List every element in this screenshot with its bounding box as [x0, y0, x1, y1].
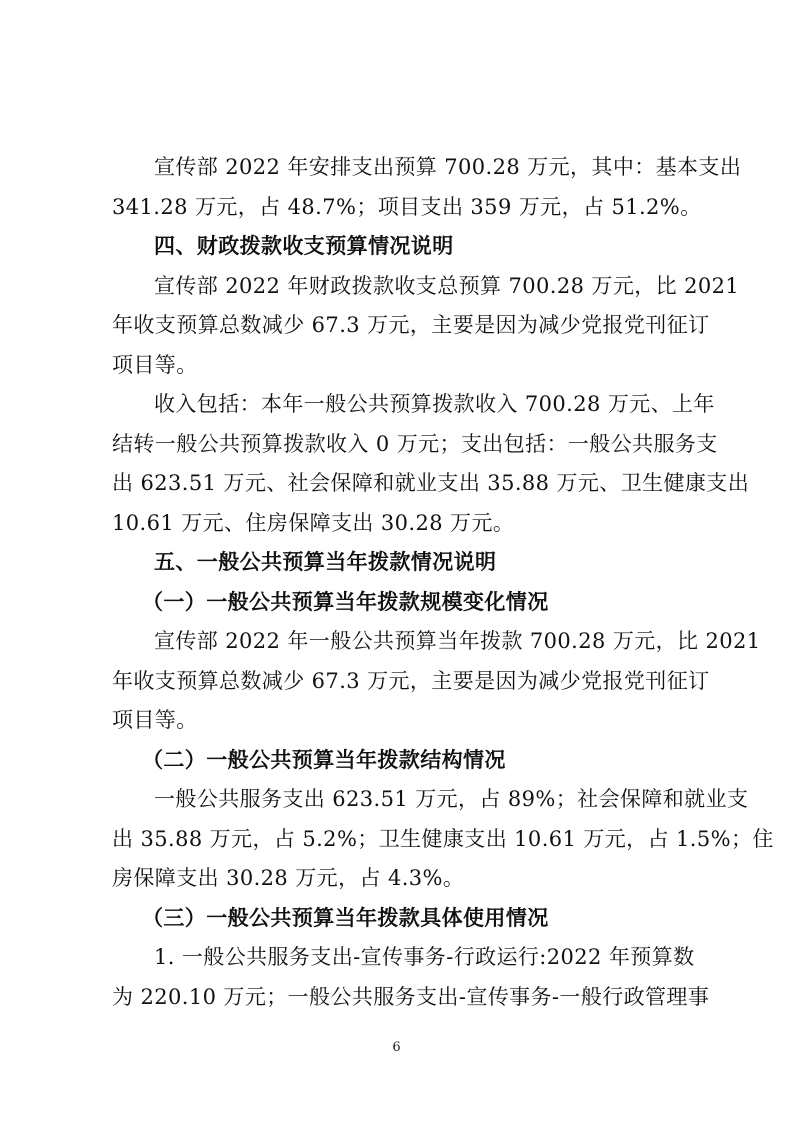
page-number: 6: [392, 1040, 401, 1055]
subsection-heading: （三）一般公共预算当年拨款具体使用情况: [142, 905, 549, 930]
paragraph-line: 年收支预算总数减少 67.3 万元，主要是因为减少党报党刊征订: [112, 668, 710, 693]
paragraph-line: 10.61 万元、住房保障支出 30.28 万元。: [112, 510, 515, 535]
section-heading: 五、一般公共预算当年拨款情况说明: [154, 550, 497, 574]
section-heading: 四、财政拨款收支预算情况说明: [154, 234, 454, 258]
paragraph-line: 项目等。: [112, 708, 198, 732]
paragraph-line: 为 220.10 万元；一般公共服务支出-宣传事务-一般行政管理事: [112, 984, 710, 1009]
document-body: [112, 148, 774, 1017]
paragraph-line: 一般公共服务支出 623.51 万元，占 89%；社会保障和就业支: [154, 787, 749, 811]
subsection-heading: （一）一般公共预算当年拨款规模变化情况: [142, 589, 549, 614]
paragraph-line: 出 623.51 万元、社会保障和就业支出 35.88 万元、卫生健康支出: [112, 471, 750, 495]
paragraph-line: 年收支预算总数减少 67.3 万元，主要是因为减少党报党刊征订: [112, 313, 710, 337]
paragraph-line: 收入包括：本年一般公共预算拨款收入 700.28 万元、上年: [154, 392, 715, 416]
paragraph-line: 341.28 万元，占 48.7%；项目支出 359 万元，占 51.2%。: [112, 194, 702, 219]
paragraph-line: 出 35.88 万元，占 5.2%；卫生健康支出 10.61 万元，占 1.5%；住: [112, 826, 774, 851]
paragraph-line: 宣传部 2022 年一般公共预算当年拨款 700.28 万元，比 2021: [154, 629, 761, 653]
paragraph-line: 1. 一般公共服务支出-宣传事务-行政运行:2022 年预算数: [154, 945, 695, 969]
paragraph-line: 宣传部 2022 年安排支出预算 700.28 万元，其中：基本支出: [154, 155, 742, 179]
paragraph-line: 项目等。: [112, 352, 198, 377]
paragraph-line: 房保障支出 30.28 万元，占 4.3%。: [112, 866, 465, 890]
paragraph-line: 结转一般公共预算拨款收入 0 万元；支出包括：一般公共服务支: [112, 431, 718, 456]
paragraph-line: 宣传部 2022 年财政拨款收支总预算 700.28 万元，比 2021: [154, 273, 740, 298]
subsection-heading: （二）一般公共预算当年拨款结构情况: [142, 747, 506, 772]
